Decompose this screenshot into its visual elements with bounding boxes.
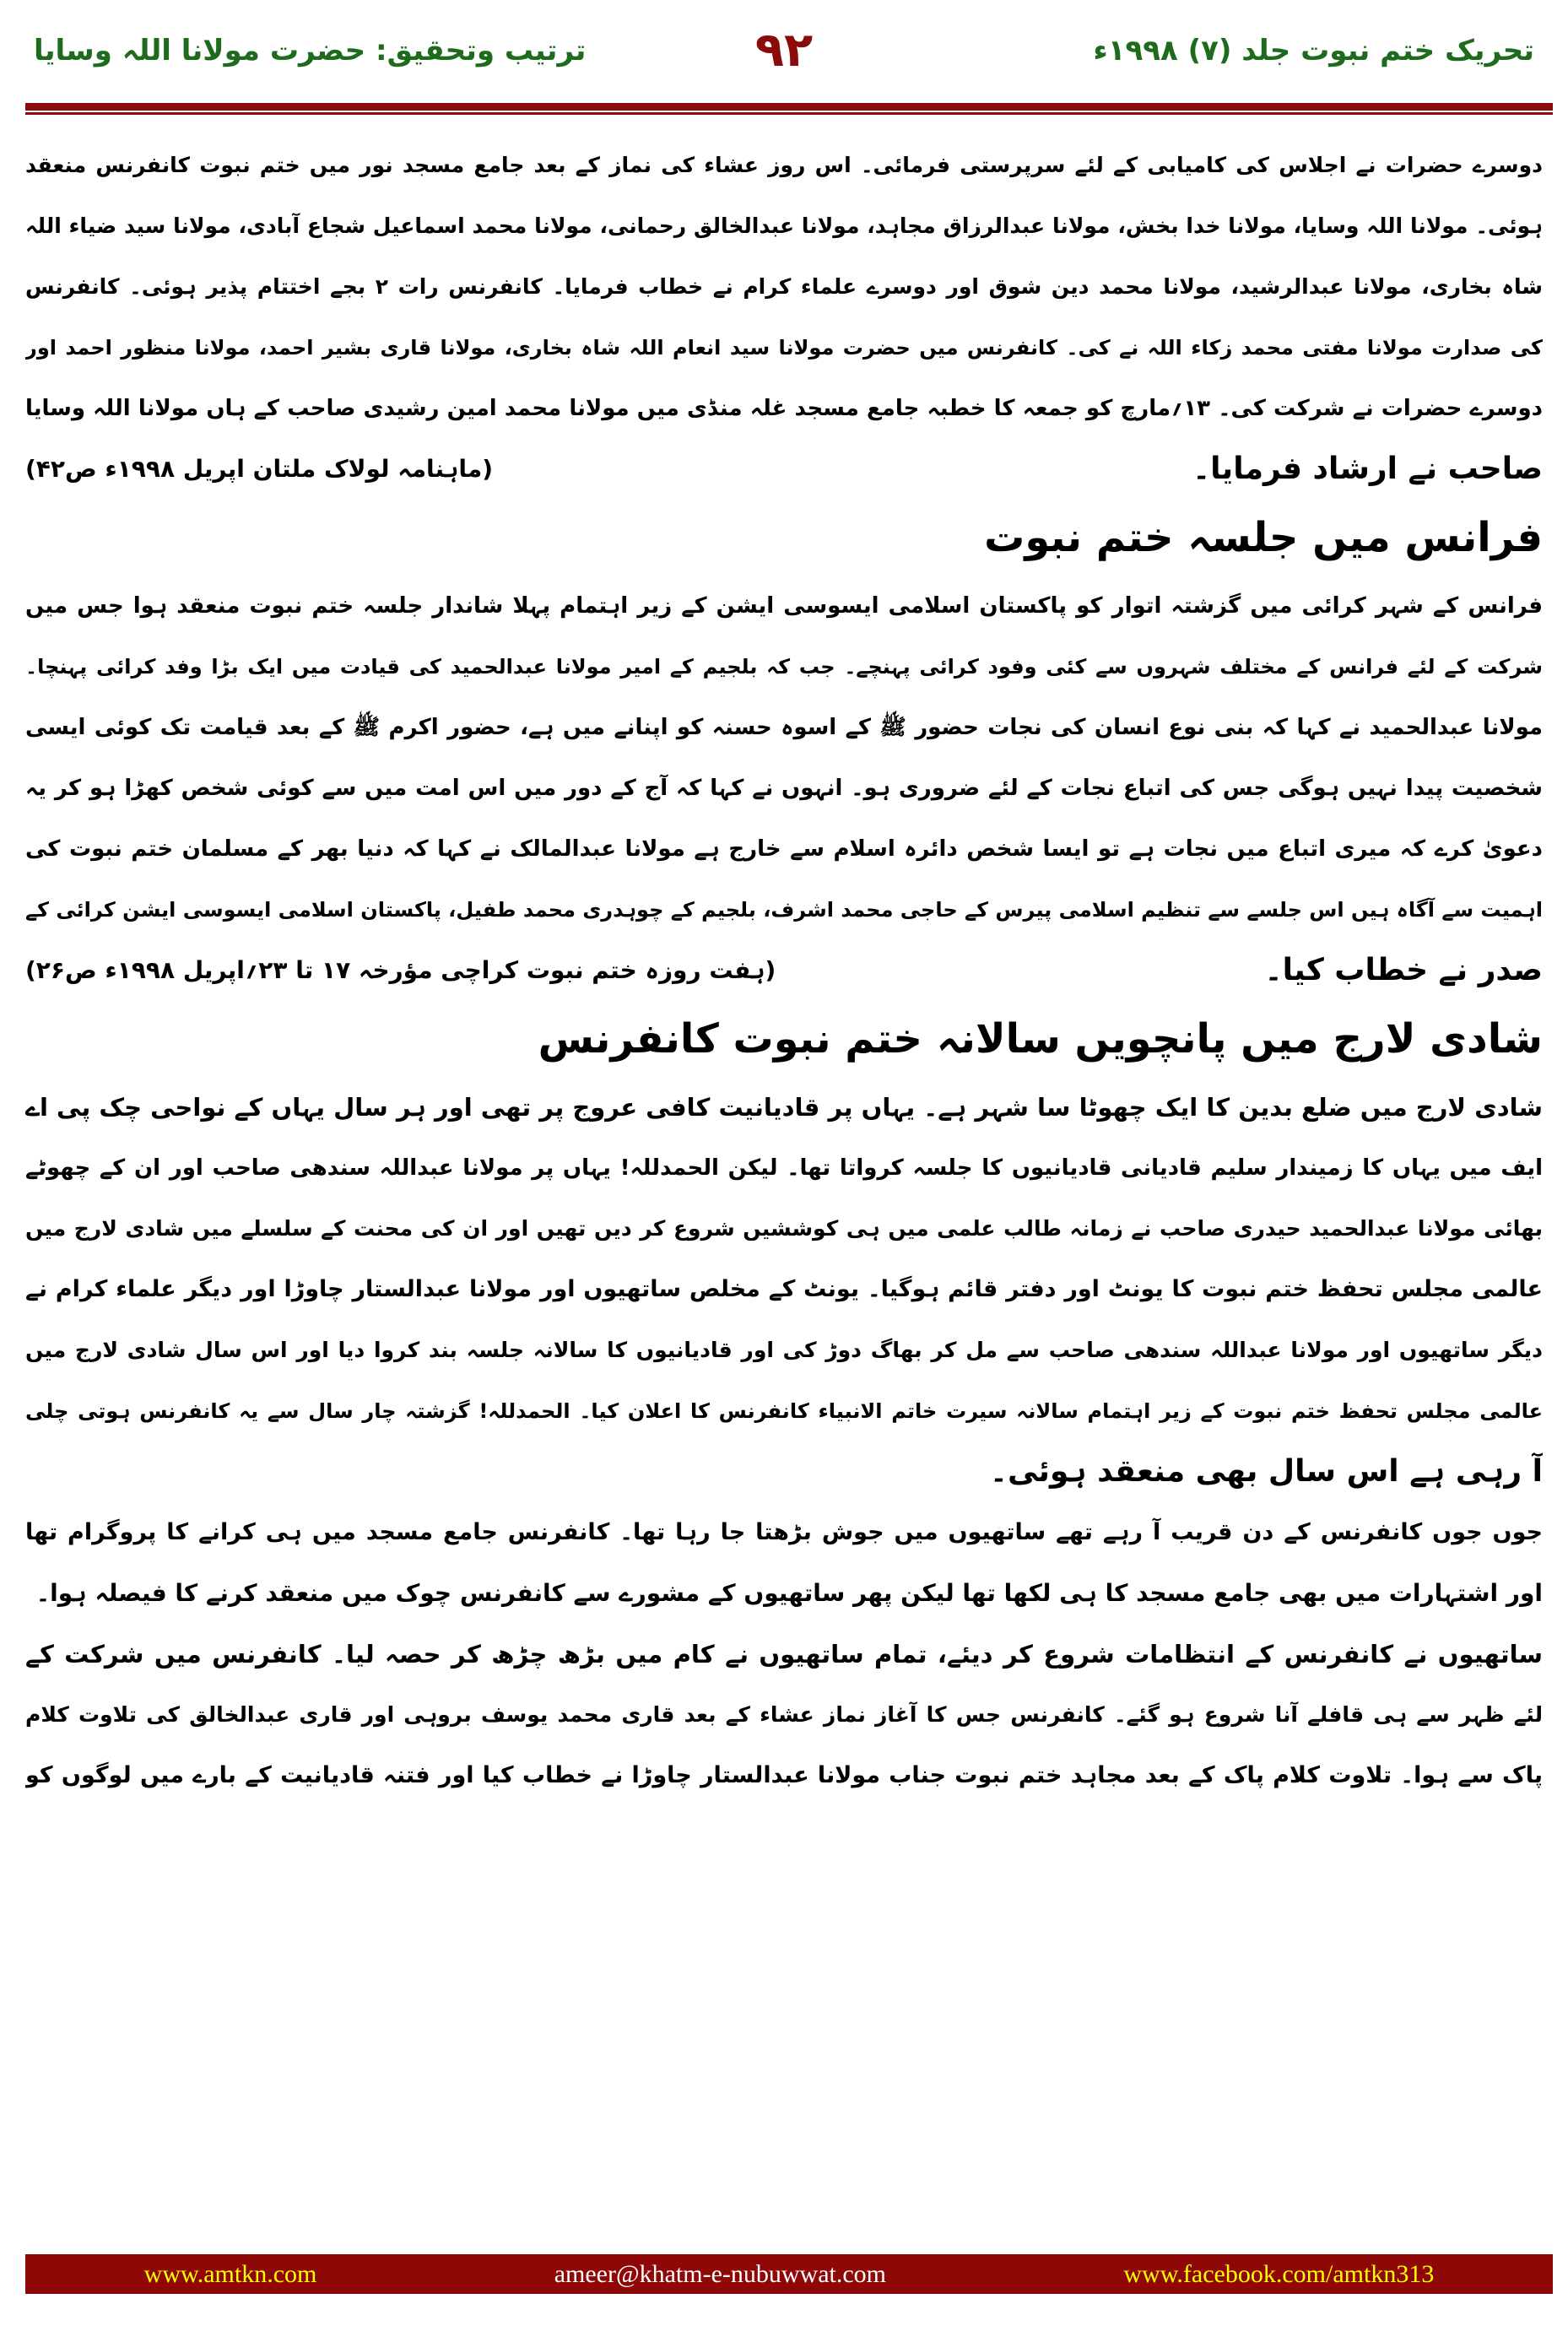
text-line: ساتھیوں نے کانفرنس کے انتظامات شروع کر دیئے، تمام ساتھیوں نے کام میں بڑھ چڑھ کر حصہ لیا۔ کانفرنس میں شرکت کے — [25, 1640, 1543, 1669]
text-line: ایف میں یہاں کا زمیندار سلیم قادیانی قادیانیوں کا جلسہ کرواتا تھا۔ لیکن الحمدللہ! یہاں پر مولانا عبداللہ سندھی صاحب اور ان کے چھوٹے — [25, 1155, 1543, 1181]
footer-bar — [25, 2254, 1553, 2294]
paragraph-france — [25, 576, 1543, 1001]
paragraph-shadi-large-1 — [25, 1077, 1543, 1502]
text-line: دیگر ساتھیوں اور مولانا عبداللہ سندھی صاحب سے مل کر بھاگ دوڑ کی اور قادیانیوں کا سالانہ جلسہ بند کروا دیا اور اس سال شادی لارج میں — [25, 1338, 1543, 1362]
text-line: عالمی مجلس تحفظ ختم نبوت کے زیر اہتمام سالانہ سیرت خاتم الانبیاء کانفرنس کا اعلان کیا۔ الحمدللہ! گزشتہ چار سال سے یہ کانفرنس ہوتی چلی — [25, 1399, 1543, 1423]
book-title: تحریک ختم نبوت جلد (۷) ۱۹۹۸ء — [1093, 34, 1534, 68]
text-line: عالمی مجلس تحفظ ختم نبوت کا یونٹ اور دفتر قائم ہوگیا۔ یونٹ کے مخلص ساتھیوں اور مولانا عبدالستار چاوڑا اور دیگر علماء کرام نے — [25, 1276, 1543, 1302]
section-heading-shadi-large: شادی لارج میں پانچویں سالانہ ختم نبوت کانفرنس — [538, 1015, 1543, 1063]
text-line: پاک سے ہوا۔ تلاوت کلام پاک کے بعد مجاہد ختم نبوت جناب مولانا عبدالستار چاوڑا نے خطاب کیا اور فتنہ قادیانیت کے بارے میں لوگوں کو — [25, 1762, 1543, 1788]
compiler-credit: ترتیب وتحقیق: حضرت مولانا اللہ وسایا — [34, 34, 587, 68]
text-line: صاحب نے ارشاد فرمایا۔ — [1192, 452, 1543, 486]
text-line: بھائی مولانا عبدالحمید حیدری صاحب نے زمانہ طالب علمی میں ہی کوششیں شروع کر دیں تھیں اور ان کی محنت کے سلسلے میں شادی لارج میں — [25, 1216, 1543, 1241]
text-line: شاہ بخاری، مولانا عبدالرشید، مولانا محمد دین شوق اور دوسرے علماء کرام نے خطاب فرمایا۔ کانفرنس رات ۲ بجے اختتام پذیر ہوئی۔ کانفرنس — [25, 274, 1543, 299]
text-line: اہمیت سے آگاہ ہیں اس جلسے سے تنظیم اسلامی پیرس کے حاجی محمد اشرف، بلجیم کے چوہدری محمد طفیل، پاکستان اسلامی ایسوسی ایشن کرائی کے — [25, 898, 1543, 922]
text-line: شخصیت پیدا نہیں ہوگی جس کی اتباع نجات کے لئے ضروری ہو۔ انہوں نے کہا کہ آج کے دور میں اس امت میں سے کوئی شخص کھڑا ہو کر یہ — [25, 776, 1543, 801]
text-line: صدر نے خطاب کیا۔ — [1264, 953, 1543, 987]
text-line: آ رہی ہے اس سال بھی منعقد ہوئی۔ — [989, 1454, 1543, 1489]
text-line: شادی لارج میں ضلع بدین کا ایک چھوٹا سا شہر ہے۔ یہاں پر قادیانیت کافی عروج پر تھی اور ہر سال یہاں کے نواحی چک پی اے — [25, 1093, 1543, 1122]
text-line: دوسرے حضرات نے اجلاس کی کامیابی کے لئے سرپرستی فرمائی۔ اس روز عشاء کی نماز کے بعد جامع مسجد نور میں ختم نبوت کانفرنس منعقد — [25, 153, 1543, 177]
text-line-with-citation — [25, 439, 1543, 500]
text-line: فرانس کے شہر کرائی میں گزشتہ اتوار کو پاکستان اسلامی ایسوسی ایشن کے زیر اہتمام پہلا شاندار جلسہ ختم نبوت منعقد ہوا جس میں — [25, 593, 1543, 619]
text-line: دوسرے حضرات نے شرکت کی۔ ۱۳؍مارچ کو جمعہ کا خطبہ جامع مسجد غلہ منڈی میں مولانا محمد امین رشیدی صاحب کے ہاں مولانا اللہ وسایا — [25, 396, 1543, 421]
paragraph-shadi-large-3 — [25, 1624, 1543, 1806]
text-line: دعویٰ کرے کہ میری اتباع میں نجات ہے تو ایسا شخص دائرہ اسلام سے خارج ہے مولانا عبدالمالک نے کہا کہ دنیا بھر کے مسلمان ختم نبوت کی — [25, 836, 1543, 862]
email-link[interactable]: ameer@khatm-e-nubuwwat.com — [554, 2259, 887, 2288]
text-line: مولانا عبدالحمید نے کہا کہ بنی نوع انسان کی نجات حضور ﷺ کے اسوہ حسنہ کو اپنانے میں ہے، حضور اکرم ﷺ کے بعد قیامت تک کوئی ایسی — [25, 715, 1543, 740]
text-line: جوں جوں کانفرنس کے دن قریب آ رہے تھے ساتھیوں میں جوش بڑھتا جا رہا تھا۔ کانفرنس جامع مسجد میں ہی کرانے کا پروگرام تھا — [25, 1519, 1543, 1545]
text-line: لئے ظہر سے ہی قافلے آنا شروع ہو گئے۔ کانفرنس جس کا آغاز نماز عشاء کے بعد قاری محمد یوسف بروہی اور قاری عبدالخالق کی تلاوت کلام — [25, 1702, 1543, 1727]
header-rule-thin — [25, 112, 1553, 115]
paragraph-shadi-large-2 — [25, 1502, 1543, 1624]
header-rule — [25, 103, 1553, 111]
section-heading-france: فرانس میں جلسہ ختم نبوت — [984, 514, 1543, 561]
text-line: اور اشتہارات میں بھی جامع مسجد کا ہی لکھا تھا لیکن پھر ساتھیوں کے مشورے سے کانفرنس چوک میں منعقد کرنے کا فیصلہ ہوا۔ — [35, 1579, 1543, 1607]
text-line: کی صدارت مولانا مفتی محمد زکاء اللہ نے کی۔ کانفرنس میں حضرت مولانا سید انعام اللہ شاہ بخاری، مولانا قاری بشیر احمد، مولانا منظور احمد اور — [25, 336, 1543, 360]
citation: (ماہنامہ لولاک ملتان اپریل ۱۹۹۸ء ص۴۲) — [25, 455, 494, 483]
website-link[interactable]: www.amtkn.com — [143, 2259, 317, 2288]
paragraph-conference-report — [25, 135, 1543, 500]
page-body — [25, 135, 1543, 1806]
facebook-link[interactable]: www.facebook.com/amtkn313 — [1123, 2259, 1435, 2288]
text-line: ہوئی۔ مولانا اللہ وسایا، مولانا خدا بخش، مولانا عبدالرزاق مجاہد، مولانا عبدالخالق رحمانی، مولانا محمد اسماعیل شجاع آبادی، مولانا سید ضیاء اللہ — [25, 214, 1543, 238]
citation: (ہفت روزہ ختم نبوت کراچی مؤرخہ ۱۷ تا ۲۳؍اپریل ۱۹۹۸ء ص۲۶) — [25, 956, 776, 984]
text-line-with-citation — [25, 940, 1543, 1001]
text-line: شرکت کے لئے فرانس کے مختلف شہروں سے کئی وفود کرائی پہنچے۔ جب کہ بلجیم کے امیر مولانا عبدالحمید کی قیادت میں ایک بڑا وفد کرائی پہنچا۔ — [25, 655, 1543, 679]
page-number: ۹۲ — [754, 23, 814, 78]
